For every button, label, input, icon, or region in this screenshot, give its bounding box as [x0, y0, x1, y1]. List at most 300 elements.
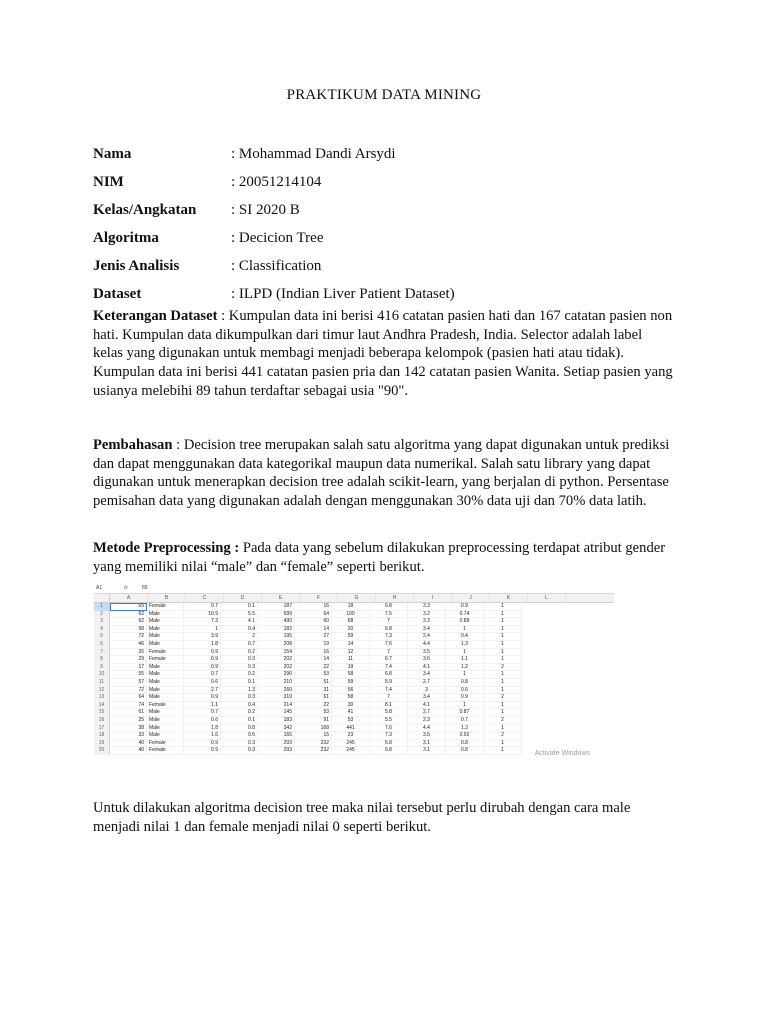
table-cell: 1	[484, 740, 522, 748]
table-cell: 1	[484, 626, 522, 634]
table-cell: 20	[332, 626, 370, 634]
table-cell: 2	[484, 664, 522, 672]
table-cell: 145	[258, 709, 295, 717]
table-cell: 165	[258, 732, 295, 740]
table-cell: 0.7	[221, 641, 258, 649]
table-cell: 72	[110, 633, 147, 641]
table-cell: 30	[332, 702, 370, 710]
table-row	[94, 702, 614, 710]
table-cell: 5.8	[370, 709, 408, 717]
row-number: 6	[94, 641, 110, 649]
table-cell: 2.7	[408, 709, 446, 717]
pembahasan-heading: Pembahasan	[93, 437, 173, 453]
table-cell: 4.4	[408, 725, 446, 733]
field-label: NIM	[93, 173, 124, 190]
table-cell: Female	[147, 740, 184, 748]
formula-bar	[94, 583, 614, 594]
table-cell: Male	[147, 671, 184, 679]
table-cell: 7.3	[370, 633, 408, 641]
table-cell: 19	[332, 664, 370, 672]
table-cell: 0.9	[446, 694, 484, 702]
table-cell: 6.8	[370, 603, 408, 611]
table-cell: 0.6	[446, 687, 484, 695]
table-cell: 2	[221, 633, 258, 641]
table-cell: 51	[295, 679, 332, 687]
cell-reference: A1	[96, 585, 103, 591]
row-number: 14	[94, 702, 110, 710]
sheet-body	[94, 603, 614, 755]
table-cell: 2.7	[408, 679, 446, 687]
table-cell: 57	[110, 679, 147, 687]
table-cell: 0.9	[184, 656, 221, 664]
row-number: 4	[94, 626, 110, 634]
field-jenis-analisis	[93, 252, 455, 280]
pembahasan-text: : Decision tree merupakan salah satu algoritma yang dapat digunakan untuk prediksi dan dapat menggunakan data kategorikal maupun data numerikal. Salah satu library yang dapat digunakan untuk menerapkan decision tree adalah scikit-learn, yang berjalan di python. Persentase pemisahan data yang digunakan adalah dengan menggunakan 30% data uji dan 70% data latih.	[93, 437, 670, 510]
keterangan-paragraph	[93, 307, 675, 401]
table-cell: 7.6	[370, 725, 408, 733]
metode-paragraph	[93, 539, 675, 576]
row-number: 13	[94, 694, 110, 702]
table-row	[94, 649, 614, 657]
table-cell: 10.9	[184, 611, 221, 619]
table-cell: 61	[295, 694, 332, 702]
table-cell: 154	[258, 649, 295, 657]
table-row	[94, 671, 614, 679]
row-number: 15	[94, 709, 110, 717]
table-row	[94, 618, 614, 626]
table-cell: 62	[110, 611, 147, 619]
column-header: K	[490, 594, 528, 602]
table-cell: Male	[147, 709, 184, 717]
table-cell: 195	[258, 633, 295, 641]
table-cell: 18	[332, 603, 370, 611]
table-cell: 1	[484, 633, 522, 641]
table-cell: 0.3	[221, 656, 258, 664]
table-cell: 31	[295, 687, 332, 695]
table-cell: 3.6	[408, 656, 446, 664]
table-cell: 699	[258, 611, 295, 619]
formula-value: 65	[142, 585, 148, 591]
table-cell: 202	[258, 664, 295, 672]
table-cell: 1	[484, 641, 522, 649]
table-cell: 4.1	[408, 702, 446, 710]
table-cell: 5.5	[221, 611, 258, 619]
table-cell: 26	[110, 649, 147, 657]
field-kelas	[93, 196, 455, 224]
table-cell: 3.9	[184, 633, 221, 641]
table-cell: 1	[484, 679, 522, 687]
table-cell: 1	[484, 656, 522, 664]
field-nama	[93, 140, 455, 168]
table-cell: 3.3	[408, 603, 446, 611]
table-cell: 59	[332, 679, 370, 687]
table-cell: 25	[110, 717, 147, 725]
table-cell: 7.3	[370, 732, 408, 740]
table-cell: 232	[295, 747, 332, 755]
table-cell: 3.4	[408, 626, 446, 634]
table-cell: 15	[295, 732, 332, 740]
table-cell: 68	[332, 618, 370, 626]
field-label: Kelas/Angkatan	[93, 201, 197, 218]
table-cell: 74	[110, 702, 147, 710]
table-cell: 14	[332, 641, 370, 649]
table-cell: 7.4	[370, 687, 408, 695]
table-cell: 12	[332, 649, 370, 657]
table-cell: 0.7	[184, 603, 221, 611]
row-number: 3	[94, 618, 110, 626]
table-cell: 7	[370, 694, 408, 702]
table-cell: 0.2	[221, 709, 258, 717]
table-cell: 60	[295, 618, 332, 626]
metode-heading: Metode Preprocessing :	[93, 540, 240, 556]
table-cell: 0.9	[184, 664, 221, 672]
table-row	[94, 725, 614, 733]
table-cell: 91	[295, 717, 332, 725]
table-cell: 65	[110, 603, 147, 611]
sheet-corner	[94, 594, 110, 602]
table-cell: 55	[110, 671, 147, 679]
column-header: L	[528, 594, 566, 602]
table-cell: 183	[258, 717, 295, 725]
table-cell: 0.5	[221, 732, 258, 740]
row-number: 8	[94, 656, 110, 664]
table-cell: 1	[446, 702, 484, 710]
table-cell: 168	[295, 725, 332, 733]
table-cell: 7.5	[370, 611, 408, 619]
column-header-row	[94, 594, 614, 603]
table-cell: 1	[484, 671, 522, 679]
field-nim	[93, 168, 455, 196]
table-row	[94, 626, 614, 634]
table-cell: 22	[295, 702, 332, 710]
table-cell: 202	[258, 656, 295, 664]
table-cell: 29	[110, 656, 147, 664]
table-cell: Female	[147, 603, 184, 611]
table-row	[94, 641, 614, 649]
table-row	[94, 732, 614, 740]
table-cell: 490	[258, 618, 295, 626]
table-cell: 245	[332, 740, 370, 748]
table-cell: 310	[258, 694, 295, 702]
table-cell: 1	[484, 603, 522, 611]
table-cell: 7.6	[370, 641, 408, 649]
spreadsheet-screenshot	[94, 583, 614, 763]
table-row	[94, 694, 614, 702]
table-cell: 1.1	[184, 702, 221, 710]
table-cell: 1.3	[446, 725, 484, 733]
table-cell: Male	[147, 611, 184, 619]
table-cell: 0.87	[446, 709, 484, 717]
table-cell: 1	[484, 747, 522, 755]
table-cell: 0.7	[446, 717, 484, 725]
table-cell: 2.4	[408, 633, 446, 641]
row-number: 11	[94, 679, 110, 687]
table-cell: 2	[484, 732, 522, 740]
column-header: C	[186, 594, 224, 602]
table-cell: Male	[147, 717, 184, 725]
table-cell: 0.2	[221, 671, 258, 679]
column-header: J	[452, 594, 490, 602]
table-cell: 58	[332, 694, 370, 702]
metode-text: Pada data yang sebelum dilakukan preprocessing terdapat atribut gender yang memiliki nilai “male” dan “female” seperti berikut.	[93, 540, 666, 575]
table-cell: 3.1	[408, 747, 446, 755]
table-cell: 17	[110, 664, 147, 672]
table-cell: 6.8	[370, 740, 408, 748]
table-cell: 2.3	[408, 717, 446, 725]
table-cell: Male	[147, 664, 184, 672]
table-cell: 3.4	[408, 694, 446, 702]
table-cell: 2	[484, 694, 522, 702]
table-cell: 0.1	[221, 717, 258, 725]
field-algoritma	[93, 224, 455, 252]
table-cell: 11	[332, 656, 370, 664]
table-cell: 1.2	[446, 664, 484, 672]
table-cell: 8.1	[370, 702, 408, 710]
table-row	[94, 611, 614, 619]
table-cell: 0.6	[184, 679, 221, 687]
table-cell: 40	[110, 747, 147, 755]
field-value: : 20051214104	[231, 173, 322, 190]
table-cell: 0.9	[184, 740, 221, 748]
table-cell: 16	[295, 603, 332, 611]
table-cell: 1	[446, 649, 484, 657]
table-cell: 1.8	[184, 725, 221, 733]
document-title: PRAKTIKUM DATA MINING	[286, 87, 482, 103]
table-cell: Male	[147, 633, 184, 641]
field-label: Jenis Analisis	[93, 257, 180, 274]
table-cell: Female	[147, 649, 184, 657]
field-value: : ILPD (Indian Liver Patient Dataset)	[231, 285, 455, 302]
table-cell: 0.8	[446, 679, 484, 687]
table-cell: Female	[147, 747, 184, 755]
table-cell: 1	[184, 626, 221, 634]
table-cell: 0.7	[184, 709, 221, 717]
table-cell: 0.8	[221, 725, 258, 733]
table-cell: 3.1	[408, 740, 446, 748]
table-cell: 0.92	[446, 732, 484, 740]
row-number: 19	[94, 740, 110, 748]
table-cell: 2.7	[184, 687, 221, 695]
table-cell: 53	[332, 717, 370, 725]
table-cell: 7.4	[370, 664, 408, 672]
keterangan-text: : Kumpulan data ini berisi 416 catatan pasien hati dan 167 catatan pasien non hati. Kumpulan data dikumpulkan dari timur laut Andhra Pradesh, India. Selector adalah label kelas yang digunakan untuk membagi menjadi beberapa kelompok (pasien hati atau tidak). Kumpulan data ini berisi 441 catatan pasien pria dan 142 catatan pasien Wanita. Setiap pasien yang usianya melebihi 89 tahun terdaftar sebagai usia "90".	[93, 308, 673, 399]
table-cell: 1.8	[184, 641, 221, 649]
table-cell: 22	[295, 664, 332, 672]
table-row	[94, 687, 614, 695]
column-header: B	[148, 594, 186, 602]
table-cell: 0.9	[184, 694, 221, 702]
table-cell: 64	[110, 694, 147, 702]
table-cell: 6.8	[370, 626, 408, 634]
table-cell: Male	[147, 687, 184, 695]
table-cell: 0.3	[221, 740, 258, 748]
table-cell: 2	[484, 717, 522, 725]
penutup-paragraph	[93, 799, 675, 836]
table-cell: 5.5	[370, 717, 408, 725]
row-number: 20	[94, 747, 110, 755]
column-header: A	[110, 594, 148, 602]
table-cell: 100	[332, 611, 370, 619]
table-cell: 0.3	[221, 747, 258, 755]
activate-windows-watermark: Activate Windows	[534, 750, 590, 757]
penutup-text: Untuk dilakukan algoritma decision tree maka nilai tersebut perlu dirubah dengan cara male menjadi nilai 1 dan female menjadi nilai 0 seperti berikut.	[93, 800, 631, 835]
table-cell: 6.7	[370, 656, 408, 664]
table-cell: 210	[258, 679, 295, 687]
table-cell: 1	[484, 687, 522, 695]
row-number: 10	[94, 671, 110, 679]
table-cell: 1.6	[184, 732, 221, 740]
field-value: : Decicion Tree	[231, 229, 324, 246]
table-cell: 1	[484, 618, 522, 626]
table-cell: Male	[147, 725, 184, 733]
table-cell: 1.1	[446, 656, 484, 664]
table-cell: 1.3	[446, 641, 484, 649]
table-cell: 6.8	[370, 671, 408, 679]
table-cell: 46	[110, 641, 147, 649]
table-cell: 245	[332, 747, 370, 755]
table-cell: 0.3	[221, 694, 258, 702]
table-cell: Male	[147, 694, 184, 702]
table-cell: 0.8	[446, 747, 484, 755]
row-number: 18	[94, 732, 110, 740]
table-cell: 3.5	[408, 732, 446, 740]
table-cell: 0.1	[221, 679, 258, 687]
table-cell: 3.4	[408, 671, 446, 679]
table-cell: 3.2	[408, 611, 446, 619]
table-cell: 1	[446, 626, 484, 634]
column-header: F	[300, 594, 338, 602]
column-header: H	[376, 594, 414, 602]
table-cell: 53	[295, 671, 332, 679]
table-cell: 3.3	[408, 618, 446, 626]
table-cell: 7	[370, 618, 408, 626]
table-cell: 0.89	[446, 618, 484, 626]
table-cell: 4.4	[408, 641, 446, 649]
table-cell: 293	[258, 740, 295, 748]
field-label: Dataset	[93, 285, 142, 302]
table-cell: 7.3	[184, 618, 221, 626]
table-cell: 4.1	[221, 618, 258, 626]
table-cell: 232	[295, 740, 332, 748]
table-cell: 40	[110, 740, 147, 748]
keterangan-heading: Keterangan Dataset	[93, 308, 218, 324]
field-value: : Mohammad Dandi Arsydi	[231, 145, 396, 162]
table-cell: 38	[110, 725, 147, 733]
table-cell: Male	[147, 679, 184, 687]
table-cell: 3.5	[408, 649, 446, 657]
table-cell: 0.1	[221, 603, 258, 611]
table-cell: 0.2	[221, 649, 258, 657]
table-row	[94, 633, 614, 641]
table-cell: 16	[295, 649, 332, 657]
table-cell: 290	[258, 671, 295, 679]
field-label: Nama	[93, 145, 132, 162]
table-cell: 61	[110, 709, 147, 717]
fx-icon: fx	[124, 585, 128, 591]
row-number: 9	[94, 664, 110, 672]
table-cell: 72	[110, 687, 147, 695]
table-cell: 53	[295, 709, 332, 717]
row-number: 5	[94, 633, 110, 641]
table-cell: 0.4	[221, 626, 258, 634]
table-cell: Female	[147, 702, 184, 710]
table-row	[94, 709, 614, 717]
table-cell: 14	[295, 656, 332, 664]
table-cell: 208	[258, 641, 295, 649]
table-cell: 1.3	[221, 687, 258, 695]
table-cell: 260	[258, 687, 295, 695]
table-cell: 0.9	[446, 603, 484, 611]
table-cell: 6.8	[370, 747, 408, 755]
field-value: : Classification	[231, 257, 322, 274]
table-row	[94, 740, 614, 748]
table-cell: 0.8	[446, 740, 484, 748]
table-cell: 27	[295, 633, 332, 641]
table-cell: 33	[110, 732, 147, 740]
row-number: 16	[94, 717, 110, 725]
table-cell: 41	[332, 709, 370, 717]
table-cell: 7	[370, 649, 408, 657]
table-cell: 1	[484, 709, 522, 717]
table-row	[94, 664, 614, 672]
row-number: 2	[94, 611, 110, 619]
table-cell: 59	[332, 633, 370, 641]
table-cell: 19	[295, 641, 332, 649]
pembahasan-paragraph	[93, 436, 675, 511]
table-cell: 3	[408, 687, 446, 695]
table-cell: 64	[295, 611, 332, 619]
field-label: Algoritma	[93, 229, 159, 246]
table-cell: 182	[258, 626, 295, 634]
table-cell: 1	[484, 702, 522, 710]
table-cell: 62	[110, 618, 147, 626]
table-cell: Male	[147, 641, 184, 649]
field-dataset	[93, 280, 455, 308]
table-cell: 187	[258, 603, 295, 611]
table-cell: Male	[147, 618, 184, 626]
table-cell: 342	[258, 725, 295, 733]
table-cell: Male	[147, 626, 184, 634]
table-cell: 0.6	[184, 717, 221, 725]
table-cell: Male	[147, 732, 184, 740]
table-cell: 0.4	[446, 633, 484, 641]
table-cell: 293	[258, 747, 295, 755]
table-cell: 56	[332, 687, 370, 695]
column-header: I	[414, 594, 452, 602]
table-cell: 0.9	[184, 747, 221, 755]
table-row	[94, 656, 614, 664]
table-cell: 58	[332, 671, 370, 679]
table-cell: Female	[147, 656, 184, 664]
field-value: : SI 2020 B	[231, 201, 300, 218]
table-cell: 23	[332, 732, 370, 740]
row-number: 12	[94, 687, 110, 695]
table-row	[94, 717, 614, 725]
table-cell: 0.74	[446, 611, 484, 619]
table-cell: 441	[332, 725, 370, 733]
column-header: E	[262, 594, 300, 602]
table-cell: 0.9	[184, 649, 221, 657]
row-number: 17	[94, 725, 110, 733]
table-cell: 0.7	[184, 671, 221, 679]
table-cell: 0.4	[221, 702, 258, 710]
table-cell: 1	[484, 725, 522, 733]
table-cell: 1	[446, 671, 484, 679]
table-cell: 0.3	[221, 664, 258, 672]
row-number: 7	[94, 649, 110, 657]
table-cell: 4.1	[408, 664, 446, 672]
table-cell: 5.9	[370, 679, 408, 687]
